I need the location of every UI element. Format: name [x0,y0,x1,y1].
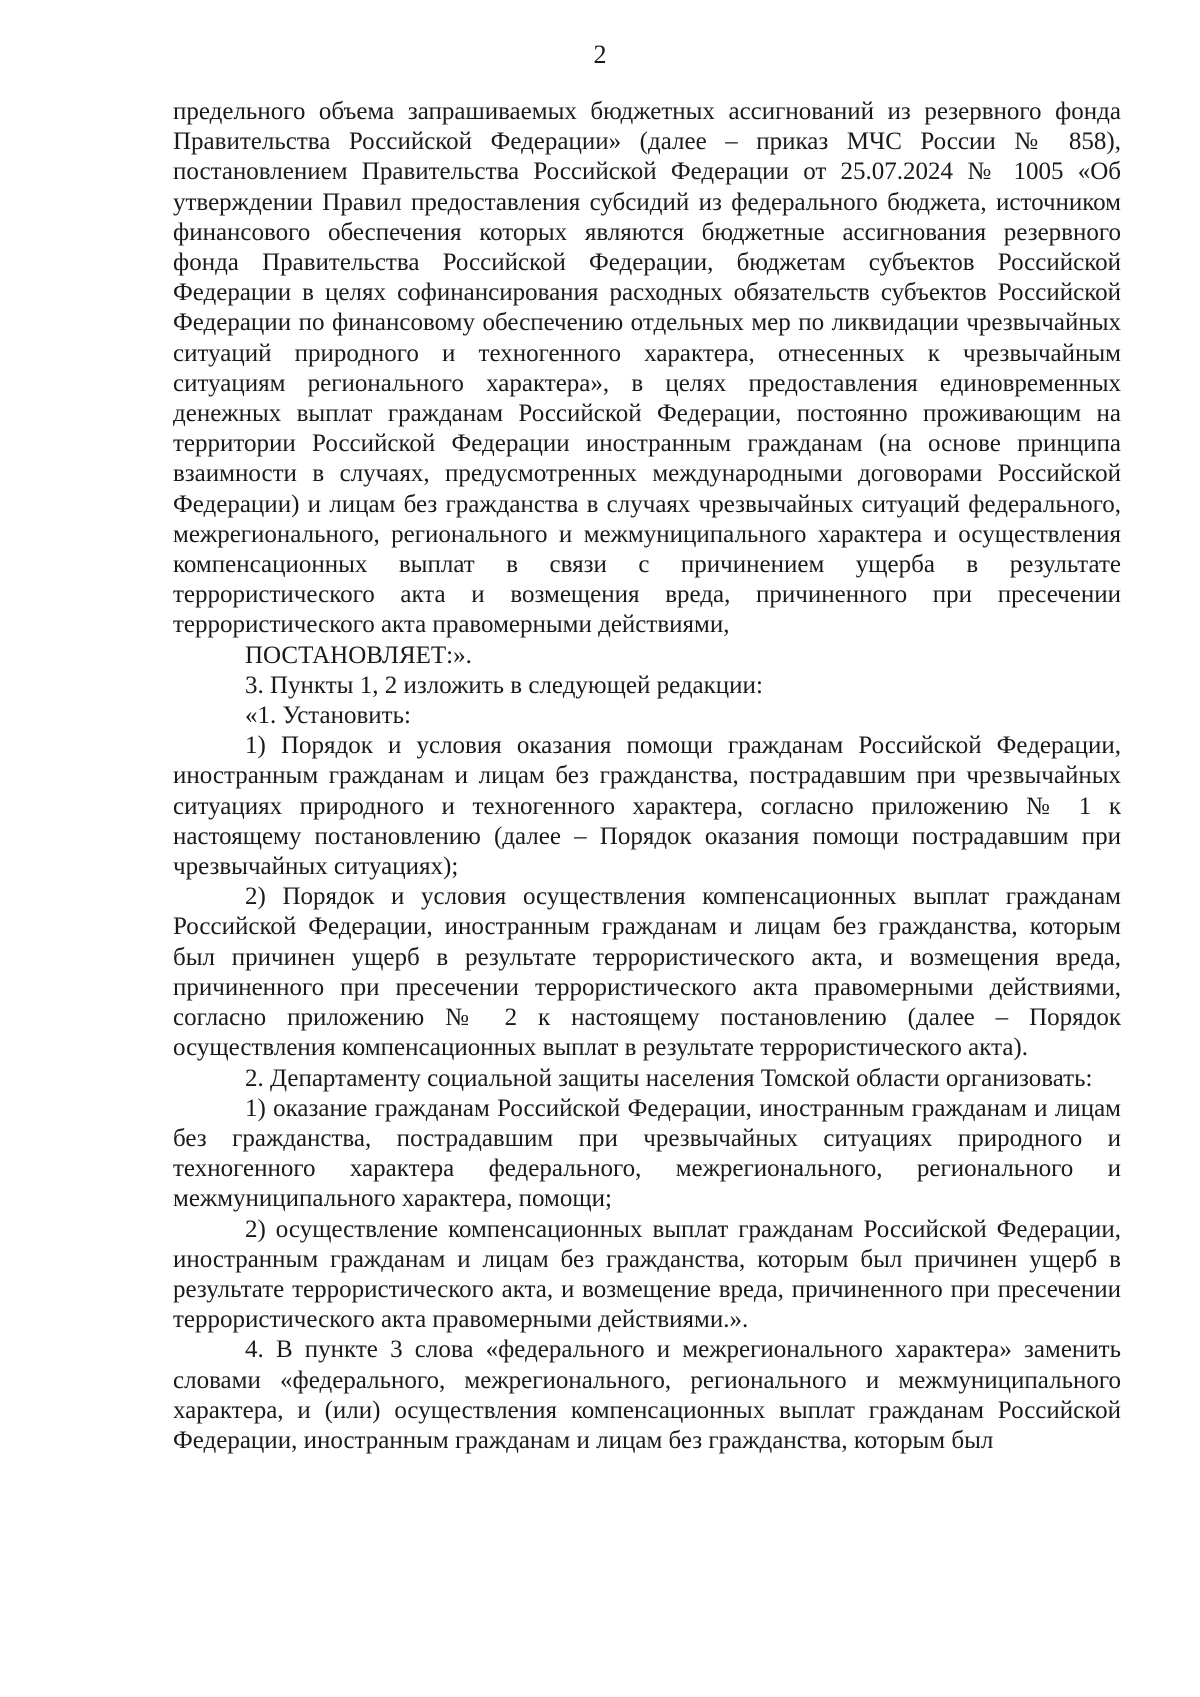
paragraph-resolves: ПОСТАНОВЛЯЕТ:». [245,641,472,669]
paragraph-subitem-2-2: 2) осуществление компенсационных выплат гражданам Российской Федерации, иностранным гражданам и лицам без гражданства, которым был причинен ущерб в результате террористического акта, и возмещение вреда, причиненного при пресечении террористического акта правомерными действиями.». [173,1215,1121,1334]
paragraph-preamble-continuation: предельного объема запрашиваемых бюджетных ассигнований из резервного фонда Правительства Российской Федерации» (далее – приказ МЧС России № 858), постановлением Правительства Российской Федерации от 25.07.2024 № 1005 «Об утверждении Правил предоставления субсидий из федерального бюджета, источником финансового обеспечения которых являются бюджетные ассигнования резервного фонда Правительства Российской Федерации, бюджетам субъектов Российской Федерации в целях софинансирования расходных обязательств субъектов Российской Федерации по финансовому обеспечению отдельных мер по ликвидации чрезвычайных ситуаций природного и техногенного характера, отнесенных к чрезвычайным ситуациям регионального характера», в целях предоставления единовременных денежных выплат гражданам Российской Федерации, постоянно проживающим на территории Российской Федерации иностранным гражданам (на основе принципа взаимности в случаях, предусмотренных международными договорами Российской Федерации) и лицам без гражданства в случаях чрезвычайных ситуаций федерального, межрегионального, регионального и межмуниципального характера и осуществления компенсационных выплат в связи с причинением ущерба в результате террористического акта и возмещения вреда, причиненного при пресечении террористического акта правомерными действиями, [173,98,1121,639]
paragraph-subitem-1-1: 1) Порядок и условия оказания помощи гражданам Российской Федерации, иностранным гражданам и лицам без гражданства, пострадавшим при чрезвычайных ситуациях природного и техногенного характера, согласно приложению № 1 к настоящему постановлению (далее – Порядок оказания помощи пострадавшим при чрезвычайных ситуациях); [173,732,1121,881]
paragraph-establish: «1. Установить: [245,702,411,730]
paragraph-item-4: 4. В пункте 3 слова «федерального и межрегионального характера» заменить словами «федерального, межрегионального, регионального и межмуниципального характера, и (или) осуществления компенсационных выплат гражданам Российской Федерации, иностранным гражданам и лицам без гражданства, которым был [173,1336,1121,1454]
paragraph-subitem-1-2: 2) Порядок и условия осуществления компенсационных выплат гражданам Российской Федерации, иностранным гражданам и лицам без гражданства, которым был причинен ущерб в результате террористического акта, и возмещения вреда, причиненного при пресечении террористического акта правомерными действиями, согласно приложению № 2 к настоящему постановлению (далее – Порядок осуществления компенсационных выплат в результате террористического акта). [173,883,1121,1062]
page-number: 2 [593,40,607,69]
document-body [173,97,1121,1456]
paragraph-item-3: 3. Пункты 1, 2 изложить в следующей редакции: [245,671,763,699]
paragraph-department: 2. Департаменту социальной защиты населения Томской области организовать: [245,1064,1093,1092]
paragraph-subitem-2-1: 1) оказание гражданам Российской Федерации, иностранным гражданам и лицам без гражданства, пострадавшим при чрезвычайных ситуациях природного и техногенного характера федерального, межрегионального, регионального и межмуниципального характера, помощи; [173,1094,1121,1213]
